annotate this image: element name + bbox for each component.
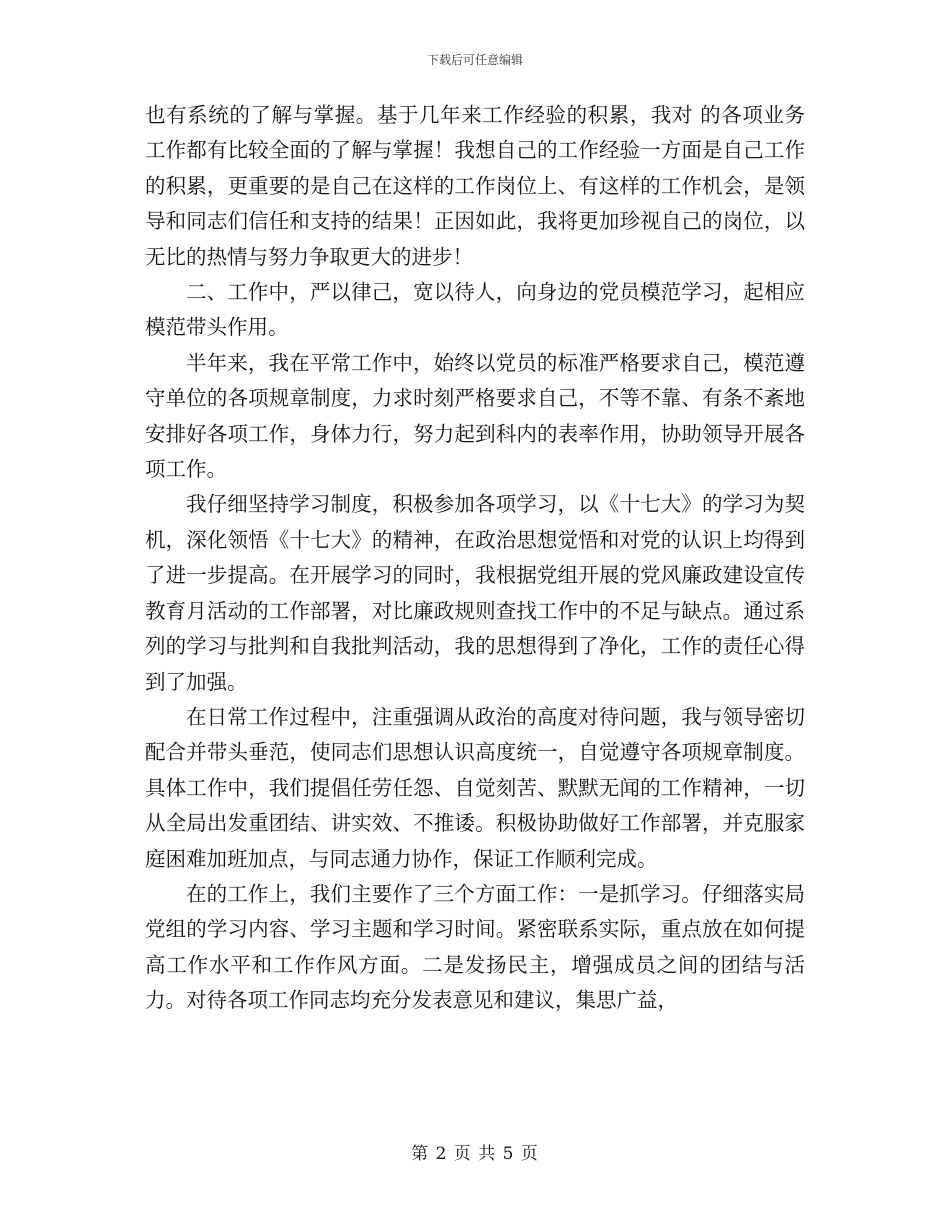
paragraph-6: 在的工作上，我们主要作了三个方面工作：一是抓学习。仔细落实局党组的学习内容、学习主题和学习时间。紧密联系实际，重点放在如何提高工作水平和工作作风方面。二是发扬民主，增强成员之间的团结与活力。对待各项工作同志均充分发表意见和建议，集思广益， xyxy=(145,881,805,1013)
paragraph-2: 二、工作中，严以律己，宽以待人，向身边的党员模范学习，起相应模范带头作用。 xyxy=(145,280,805,340)
paragraph-5: 在日常工作过程中，注重强调从政治的高度对待问题，我与领导密切配合并带头垂范，使同志们思想认识高度统一，自觉遵守各项规章制度。具体工作中，我们提倡任劳任怨、自觉刻苦、默默无闻的工作精神，一切从全局出发重团结、讲实效、不推诿。积极协助做好工作部署，并克服家庭困难加班加点，与同志通力协作，保证工作顺利完成。 xyxy=(145,704,805,871)
paragraph-4: 我仔细坚持学习制度，积极参加各项学习，以《十七大》的学习为契机，深化领悟《十七大》的精神，在政治思想觉悟和对党的认识上均得到了进一步提高。在开展学习的同时，我根据党组开展的党风廉政建设宣传教育月活动的工作部署，对比廉政规则查找工作中的不足与缺点。通过系列的学习与批判和自我批判活动，我的思想得到了净化，工作的责任心得到了加强。 xyxy=(145,492,805,694)
document-body xyxy=(145,98,805,1019)
paragraph-1: 也有系统的了解与掌握。基于几年来工作经验的积累，我对 的各项业务工作都有比较全面的了解与掌握！我想自己的工作经验一方面是自己工作的积累，更重要的是自己在这样的工作岗位上、有这样的工作机会，是领导和同志们信任和支持的结果！正因如此，我将更加珍视自己的岗位，以无比的热情与努力争取更大的进步！ xyxy=(145,103,805,269)
page-header: 下载后可任意编辑 xyxy=(426,53,523,67)
page-number: 第 2 页 共 5 页 xyxy=(411,1144,539,1164)
paragraph-3: 半年来，我在平常工作中，始终以党员的标准严格要求自己，模范遵守单位的各项规章制度，力求时刻严格要求自己，不等不靠、有条不紊地安排好各项工作，身体力行，努力起到科内的表率作用，协助领导开展各项工作。 xyxy=(145,350,805,482)
